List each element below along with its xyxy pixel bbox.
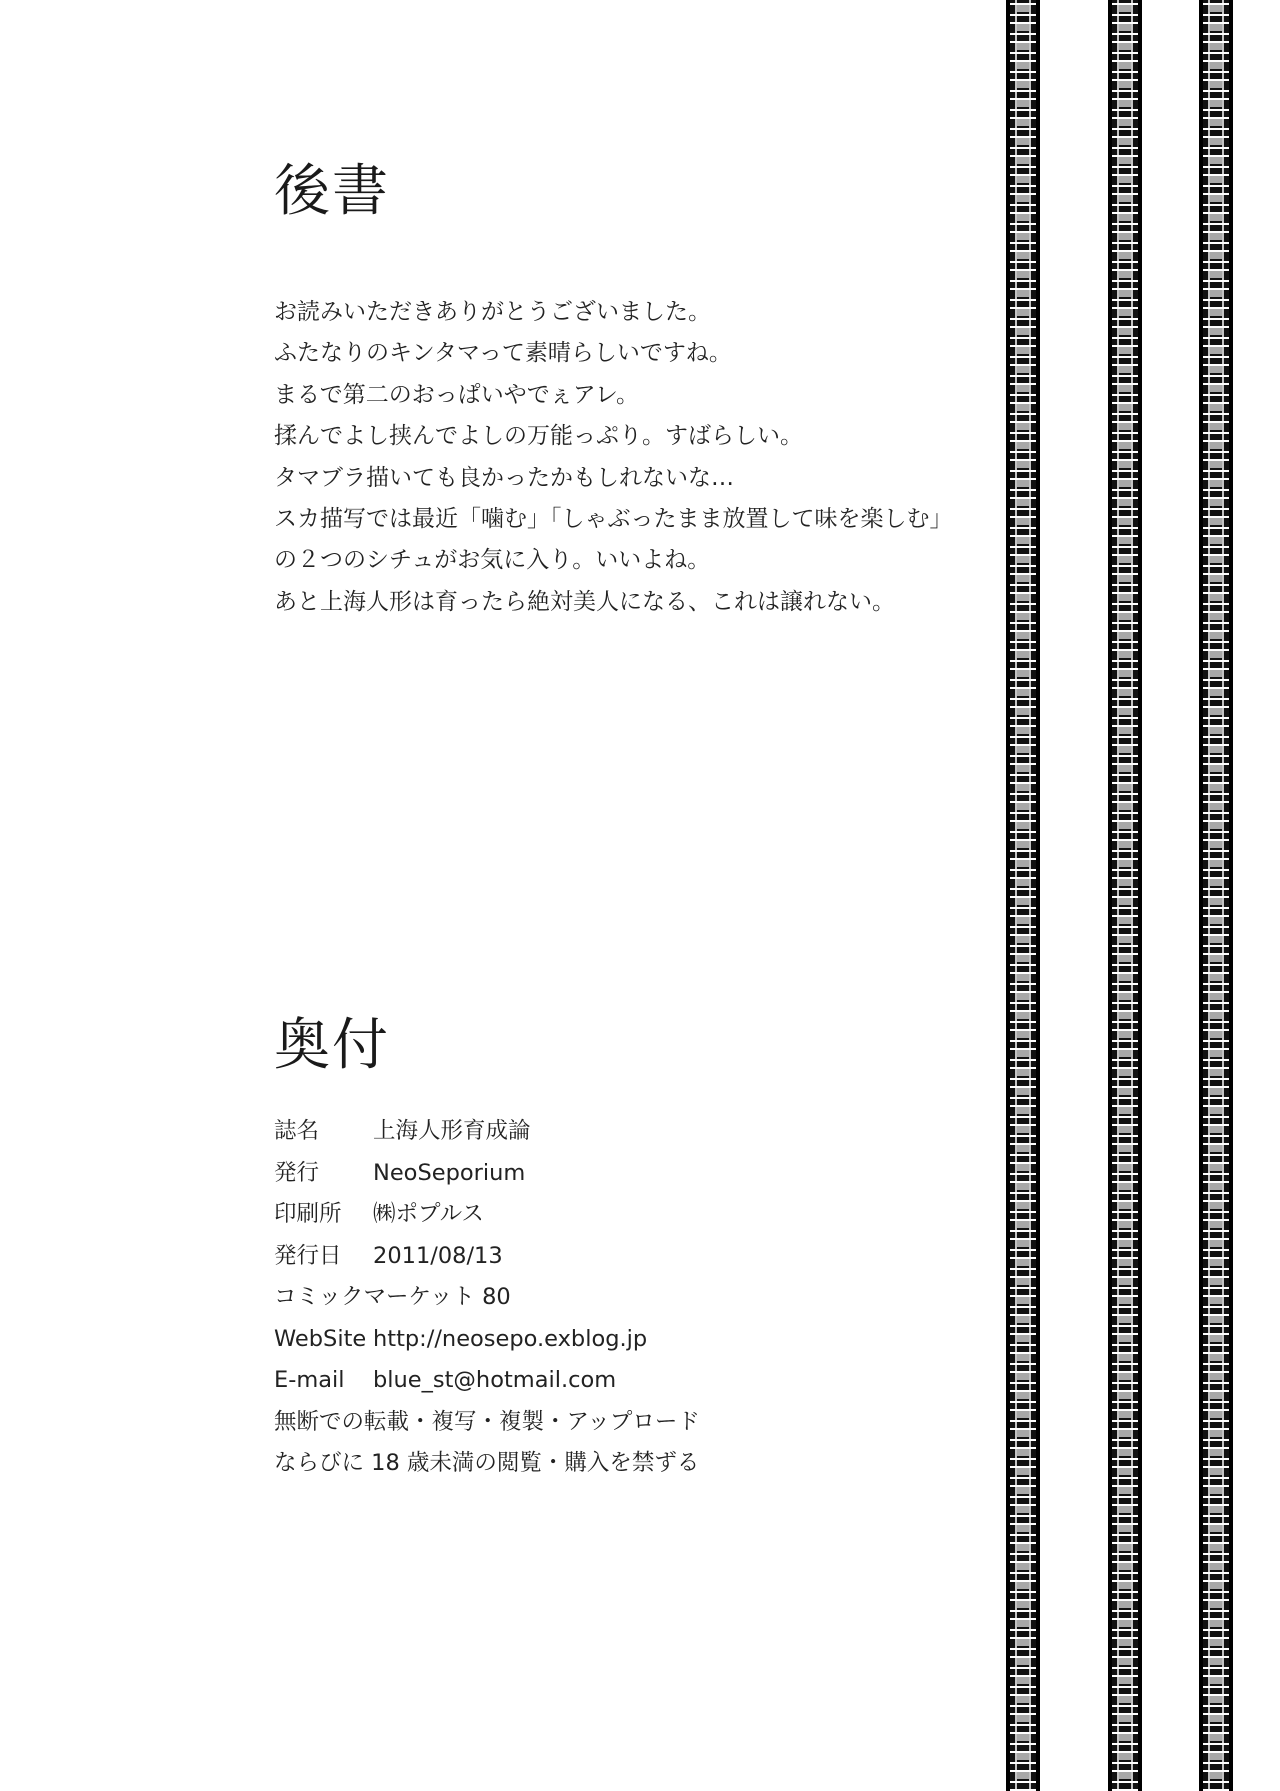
afterword-line: タマブラ描いても良かったかもしれないな… (274, 464, 734, 491)
publisher-label: 発行 (274, 1159, 320, 1186)
afterword-line: の２つのシチュがお気に入り。いいよね。 (274, 547, 711, 574)
colophon-printer-row (274, 1194, 974, 1236)
colophon-heading: 奥付 (274, 1013, 390, 1078)
printer-label: 印刷所 (274, 1201, 342, 1227)
website-label: WebSite (274, 1325, 367, 1352)
copyright-notice-line-2: ならびに 18 歳未満の閲覧・購入を禁ずる (274, 1450, 700, 1476)
colophon-date-row (274, 1236, 974, 1278)
decorative-chain-left (1006, 0, 1040, 1791)
colophon-block (274, 1111, 974, 1485)
date-value: 2011/08/13 (373, 1242, 503, 1269)
afterword-body (274, 292, 974, 623)
printer-value: ㈱ポプルス (373, 1201, 484, 1227)
copyright-notice-line-1: 無断での転載・複写・複製・アップロード (274, 1408, 700, 1435)
afterword-line: 揉んでよし挟んでよしの万能っぷり。すばらしい。 (274, 423, 803, 450)
decorative-chain-middle (1108, 0, 1142, 1791)
date-label: 発行日 (274, 1242, 342, 1269)
colophon-website-row (274, 1319, 974, 1361)
afterword-line: ふたなりのキンタマって素晴らしいですね。 (274, 340, 732, 367)
afterword-line: まるで第二のおっぱいやでぇアレ。 (274, 381, 640, 408)
title-label: 誌名 (274, 1118, 320, 1144)
publisher-value: NeoSeporium (373, 1159, 526, 1186)
event-name: コミックマーケット 80 (274, 1284, 511, 1310)
email-address: blue_st@hotmail.com (373, 1367, 617, 1393)
colophon-publisher-row (274, 1153, 974, 1195)
afterword-line: スカ描写では最近「噛む」「しゃぶったまま放置して味を楽しむ」 (274, 505, 953, 532)
afterword-line: あと上海人形は育ったら絶対美人になる、これは譲れない。 (274, 588, 895, 615)
title-value: 上海人形育成論 (373, 1118, 531, 1144)
colophon-title-row (274, 1111, 974, 1153)
email-label: E-mail (274, 1367, 345, 1393)
website-url: http://neosepo.exblog.jp (373, 1325, 648, 1352)
afterword-heading: 後書 (274, 159, 390, 224)
colophon-email-row (274, 1360, 974, 1402)
afterword-line: お読みいただきありがとうございました。 (274, 299, 711, 325)
decorative-chain-right (1199, 0, 1233, 1791)
